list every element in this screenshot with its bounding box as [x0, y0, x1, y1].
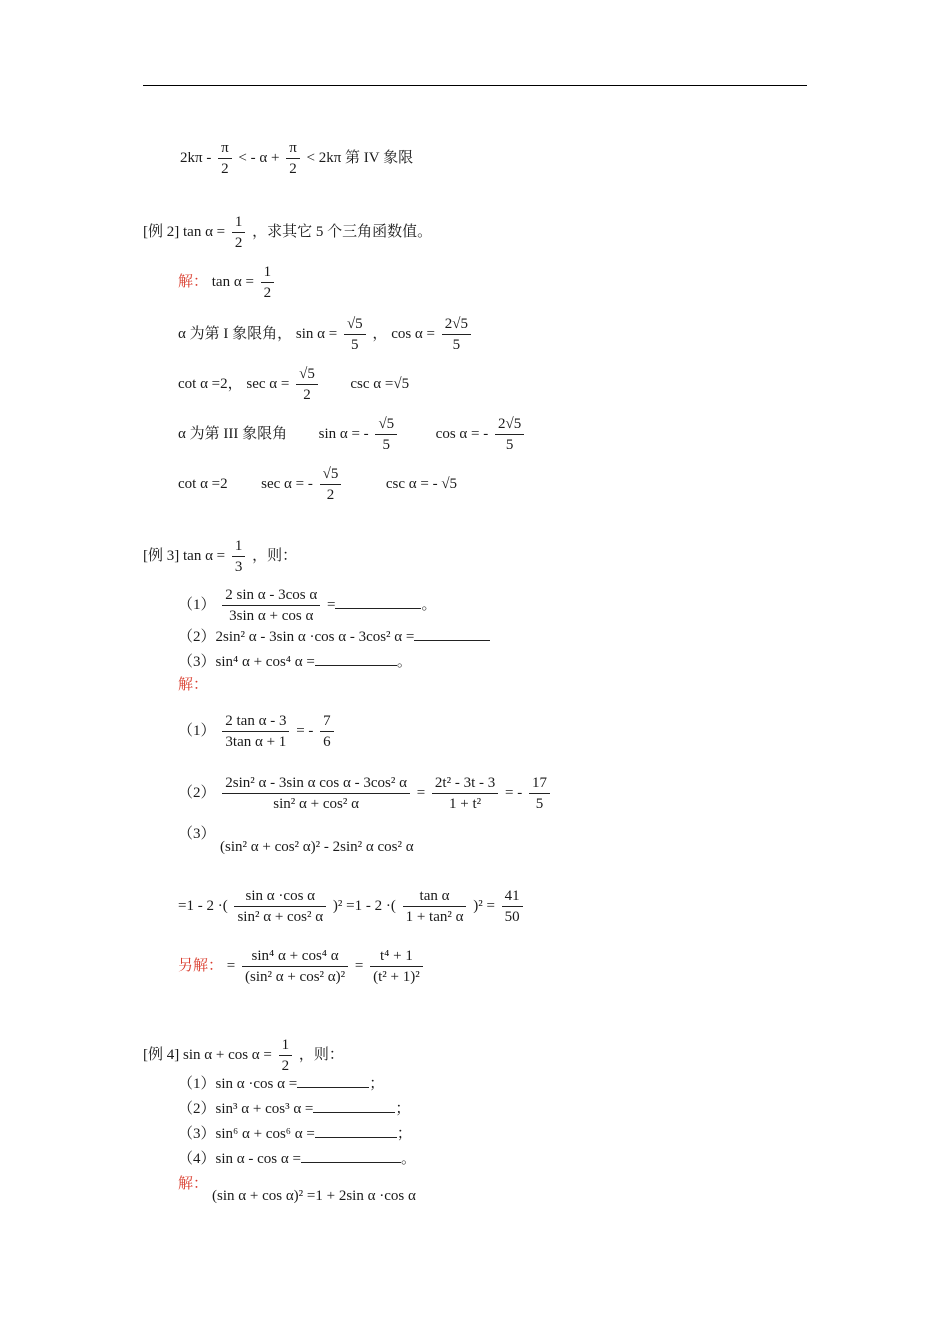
text: [例 2] tan α =	[143, 223, 226, 240]
fraction: $\frac{\text{sin⁴ α + cos⁴ α}}{\text{(sin² α + cos² α)²}}$	[242, 946, 348, 987]
solution-2-start	[178, 262, 277, 303]
alt-solution-label: 另解：	[178, 957, 224, 974]
text: 。	[396, 654, 412, 670]
fraction: $\frac{\text{sin α ·cos α}}{\text{sin² α + cos² α}}$	[234, 886, 326, 927]
text: =	[326, 596, 336, 613]
text: ，则：	[252, 547, 298, 564]
text: [例 3] tan α =	[143, 547, 226, 564]
text: (sin² α + cos² α)² - 2sin² α cos² α	[220, 839, 414, 855]
solution-3-3-label	[178, 824, 216, 844]
quadrant-i-values-2	[178, 364, 409, 405]
text: csc α =√5	[350, 375, 410, 392]
text: 2kπ -	[180, 149, 212, 166]
solution-4-identity	[212, 1186, 416, 1206]
question-4-4	[178, 1148, 416, 1169]
fraction: $\frac{\text{2 sin α - 3cos α}}{\text{3sin α + cos α}}$	[222, 585, 320, 626]
header-rule	[143, 85, 807, 86]
text: （1）sin α ·cos α =	[178, 1076, 298, 1092]
fraction: $\frac{\text{2t² - 3t - 3}}{\text{1 + t²}}$	[432, 773, 498, 814]
text: < 2kπ 第 IV 象限	[306, 149, 414, 166]
text: < - α +	[238, 149, 280, 166]
solution-4-start	[178, 1174, 208, 1194]
solution-label: 解：	[178, 677, 209, 693]
fraction: $\frac{1}{2}$	[261, 262, 275, 303]
text: (sin α + cos α)² =1 + 2sin α ·cos α	[212, 1188, 416, 1204]
text: ；	[369, 1076, 385, 1092]
question-3-2	[178, 626, 490, 647]
fraction: $\frac{\pi}{2}$	[286, 138, 300, 179]
fraction: $\frac{1}{2}$	[232, 212, 246, 253]
text: （2）2sin² α - 3sin α ·cos α - 3cos² α =	[178, 629, 415, 645]
text: （2）	[178, 784, 216, 801]
example-2-heading	[143, 212, 432, 253]
alternative-solution	[178, 946, 426, 987]
text: ，则：	[298, 1046, 344, 1063]
fraction: $\frac{√5}{5}$	[375, 414, 397, 455]
text: sin α = -	[318, 425, 369, 442]
fraction: $\frac{1}{3}$	[232, 536, 246, 577]
text: （1）	[178, 596, 216, 613]
text: 。	[421, 596, 437, 613]
solution-3-3-result	[178, 886, 526, 927]
quadrant-i-values	[178, 314, 474, 355]
answer-blank[interactable]	[301, 1148, 401, 1163]
fraction: $\frac{7}{6}$	[320, 711, 334, 752]
fraction: $\frac{√5}{2}$	[320, 464, 342, 505]
text: =	[416, 784, 426, 801]
text: （4）sin α - cos α =	[178, 1151, 301, 1167]
text: [例 4] sin α + cos α =	[143, 1046, 272, 1063]
fraction: $\frac{\text{2 tan α - 3}}{\text{3tan α + 1}}$	[222, 711, 289, 752]
question-4-2	[178, 1098, 410, 1119]
solution-label: 解：	[178, 273, 209, 290]
text: ，求其它 5 个三角函数值。	[252, 223, 433, 240]
quadrant-iii-values	[178, 414, 527, 455]
text: )² =1 - 2 ·(	[332, 897, 396, 914]
example-3-heading	[143, 536, 297, 577]
solution-3-1	[178, 711, 337, 752]
question-3-1	[178, 585, 436, 626]
solution-label: 解：	[178, 1176, 209, 1192]
question-4-1	[178, 1073, 384, 1094]
text: =	[226, 957, 236, 974]
text: α 为第 I 象限角，	[178, 325, 293, 342]
text: （3）sin⁴ α + cos⁴ α =	[178, 654, 315, 670]
text: = -	[504, 784, 523, 801]
question-3-3	[178, 651, 412, 672]
text: )² =	[473, 897, 495, 914]
fraction: $\frac{\text{2sin² α - 3sin α cos α - 3cos² α}}{\text{sin² α + cos² α}}$	[222, 773, 410, 814]
text: α 为第 III 象限角	[178, 425, 288, 442]
quadrant-iii-values-2	[178, 464, 457, 505]
fraction: $\frac{17}{5}$	[529, 773, 550, 814]
text: csc α = - √5	[385, 475, 458, 492]
solution-3-2	[178, 773, 553, 814]
text: （2）sin³ α + cos³ α =	[178, 1101, 314, 1117]
fraction: $\frac{\text{tan α}}{\text{1 + tan² α}}$	[403, 886, 467, 927]
text: ，	[372, 325, 388, 342]
answer-blank[interactable]	[313, 1098, 395, 1113]
text: tan α =	[211, 273, 254, 290]
quadrant-iv-inequality	[180, 138, 413, 179]
text: =1 - 2 ·(	[178, 897, 228, 914]
solution-3-3-expansion	[220, 837, 414, 857]
fraction: $\frac{1}{2}$	[279, 1035, 293, 1076]
text: =	[354, 957, 364, 974]
text: sec α = -	[261, 475, 313, 492]
text: （1）	[178, 722, 216, 739]
text: sec α =	[246, 375, 290, 392]
text: ；	[395, 1101, 411, 1117]
fraction: $\frac{2√5}{5}$	[442, 314, 471, 355]
answer-blank[interactable]	[297, 1073, 369, 1088]
text: cos α = -	[435, 425, 489, 442]
fraction: $\frac{2√5}{5}$	[495, 414, 524, 455]
fraction: $\frac{\text{t⁴ + 1}}{\text{(t² + 1)²}}$	[370, 946, 423, 987]
answer-blank[interactable]	[315, 651, 397, 666]
question-4-3	[178, 1123, 412, 1144]
example-4-heading	[143, 1035, 344, 1076]
text: （3）sin⁶ α + cos⁶ α =	[178, 1126, 315, 1142]
fraction: $\frac{41}{50}$	[502, 886, 523, 927]
text: cos α =	[391, 325, 436, 342]
text: sin α =	[295, 325, 338, 342]
text: ；	[396, 1126, 412, 1142]
text: = -	[296, 722, 314, 739]
fraction: $\frac{√5}{2}$	[296, 364, 318, 405]
answer-blank[interactable]	[414, 626, 490, 641]
text: （3）	[178, 826, 216, 842]
fraction: $\frac{√5}{5}$	[344, 314, 366, 355]
answer-blank[interactable]	[315, 1123, 397, 1138]
answer-blank[interactable]	[335, 594, 421, 609]
text: cot α =2，	[178, 375, 243, 392]
fraction: $\frac{\pi}{2}$	[218, 138, 232, 179]
text: 。	[400, 1151, 416, 1167]
text: cot α =2	[178, 475, 228, 492]
